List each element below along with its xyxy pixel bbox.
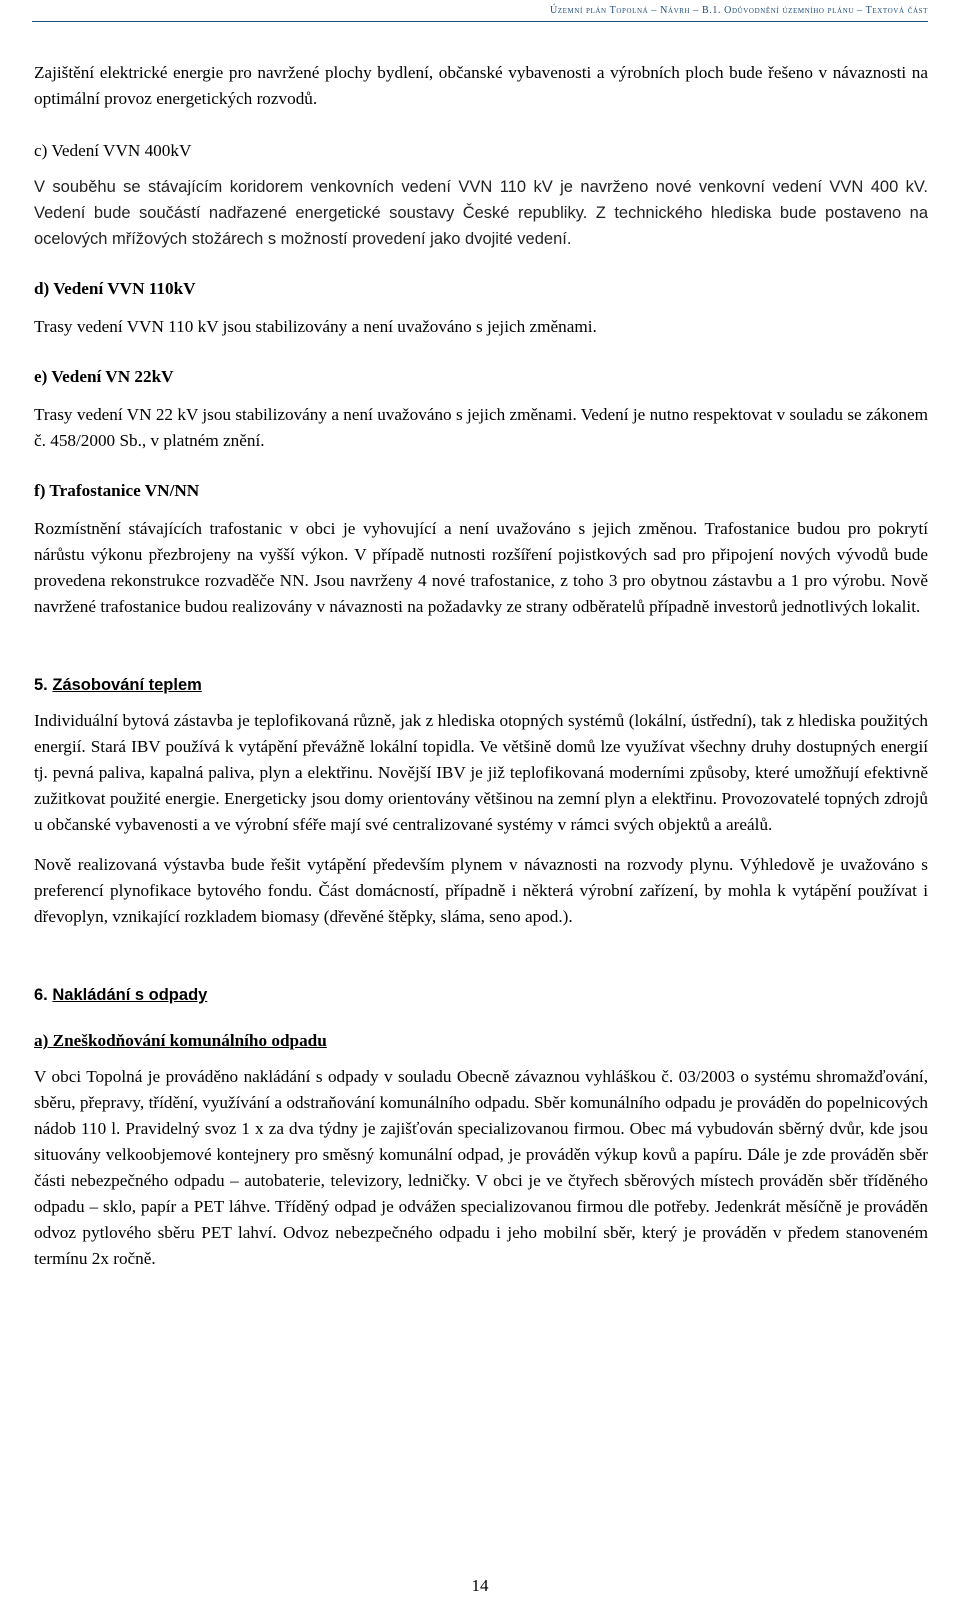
header-divider: [32, 21, 928, 22]
section-6-number: 6.: [34, 986, 48, 1004]
section-6a-text: V obci Topolná je prováděno nakládání s odpady v souladu Obecně závaznou vyhláškou č. 03/2003 o systému shromažďování, sběru, přepravy, třídění, využívání a odstraňování komunálního odpadu. Sběr komunálního odpadu je prováděn do popelnicových nádob 110 l. Pravidelný svoz 1 x za dva týdny je zajišťován specializovanou firmou. Obec má vybudován sběrný dvůr, kde jsou situovány velkoobjemové kontejnery pro směsný komunální odpad, je prováděn výkup kovů a papíru. Dále je zde prováděn sběr části nebezpečného odpadu – autobaterie, televizory, ledničky. V obci je ve čtyřech sběrových místech prováděn sběr tříděného odpadu – sklo, papír a PET láhve. Tříděný odpad je odvážen specializovanou firmou dle potřeby. Jedenkrát měsíčně je prováděn odvoz pytlového sběru PET lahví. Odvoz nebezpečného odpadu i jeho mobilní sběr, který je prováděn v předem stanoveném termínu 2x ročně.: [34, 1067, 928, 1268]
page-number: 14: [471, 1576, 489, 1595]
section-e-text: Trasy vedení VN 22 kV jsou stabilizovány a není uvažováno s jejich změnami. Vedení je nutno respektovat v souladu se zákonem č. 458/2000 Sb., v platném znění.: [34, 405, 928, 450]
section-5-paragraph-1: Individuální bytová zástavba je teplofikovaná různě, jak z hlediska otopných systémů (lokální, ústřední), tak z hlediska použitých energií. Stará IBV používá k vytápění převážně lokální topidla. Ve většině domů lze využívat všechny druhy dostupných energií tj. pevná paliva, kapalná paliva, plyn a elektřinu. Novější IBV je již teplofikovaná moderními způsoby, které umožňují efektivně zužitkovat použité energie. Energeticky jsou domy orientovány většinou na zemní plyn a elektřinu. Provozovatelé topných zdrojů u občanské vybavenosti a ve výrobní sféře mají své centralizované systémy v rámci svých objektů a areálů.: [34, 711, 928, 834]
section-c-text: V souběhu se stávajícím koridorem venkovních vedení VVN 110 kV je navrženo nové venkovní vedení VVN 400 kV. Vedení bude součástí nadřazené energetické soustavy České republiky. Z technického hlediska bude postaveno na ocelových mřížových stožárech s možností provedení jako dvojité vedení.: [34, 178, 928, 248]
section-5-heading: [34, 672, 928, 698]
section-5-title: Zásobování teplem: [52, 676, 202, 694]
section-6-title: Nakládání s odpady: [52, 986, 208, 1004]
section-c-title: c) Vedení VVN 400kV: [34, 141, 192, 160]
section-f-title: f) Trafostanice VN/NN: [34, 481, 200, 500]
section-e-title: e) Vedení VN 22kV: [34, 367, 174, 386]
section-6a-title: a) Zneškodňování komunálního odpadu: [34, 1031, 327, 1050]
page-body: [34, 60, 928, 1272]
section-d-title: d) Vedení VVN 110kV: [34, 279, 196, 298]
section-5-number: 5.: [34, 676, 48, 694]
running-header: Územní plán Topolná – Návrh – B.1. Odůvodnění územního plánu – Textová část: [549, 5, 928, 16]
section-f-text: Rozmístnění stávajících trafostanic v obci je vyhovující a není uvažováno s jejich změnou. Trafostanice budou pro pokrytí nárůstu výkonu přezbrojeny na vyšší výkon. V případě nutnosti rozšíření pojistkových sad pro připojení nových vývodů bude provedena rekonstrukce rozvaděče NN. Jsou navrženy 4 nové trafostanice, z toho 3 pro obytnou zástavbu a 1 pro výrobu. Nově navržené trafostanice budou realizovány v návaznosti na požadavky ze strany odběratelů případně investorů jednotlivých lokalit.: [34, 519, 928, 616]
section-5-paragraph-2: Nově realizovaná výstavba bude řešit vytápění především plynem v návaznosti na rozvody plynu. Výhledově je uvažováno s preferencí plynofikace bytového fondu. Část domácností, případně i některá výrobní zařízení, by mohla k vytápění používat i dřevoplyn, vznikající rozkladem biomasy (dřevěné štěpky, sláma, seno apod.).: [34, 855, 928, 926]
intro-paragraph: Zajištění elektrické energie pro navržené plochy bydlení, občanské vybavenosti a výrobních ploch bude řešeno v návaznosti na optimální provoz energetických rozvodů.: [34, 63, 928, 108]
section-d-text: Trasy vedení VVN 110 kV jsou stabilizovány a není uvažováno s jejich změnami.: [34, 317, 597, 336]
section-6-heading: [34, 982, 928, 1008]
